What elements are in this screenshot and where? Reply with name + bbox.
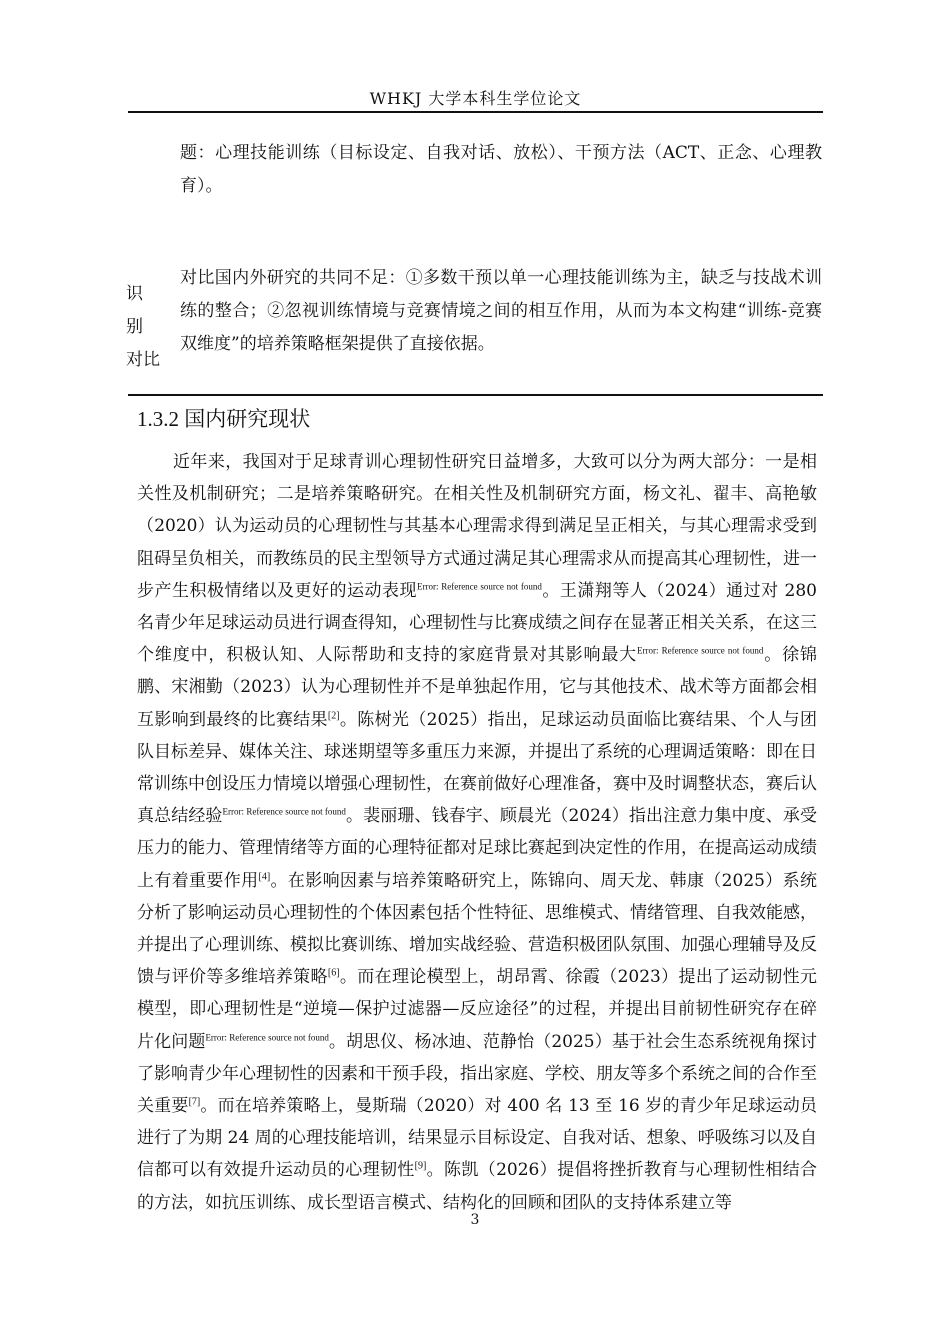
table-row-label (126, 278, 182, 377)
citation: [6] (327, 967, 340, 979)
sentence: 。陈凯（2026）提倡将挫折教育与心理韧性相结合的方法，如抗压训练、成长型语言模式、结构化的回顾和团队的支持体系建立等 (137, 1160, 818, 1213)
citation: [2] (327, 709, 340, 721)
sentence: 。胡思仪、杨冰迪、范静怡（2025）基于社会生态系统视角探讨了影响青少年心理韧性的因素和干预手段，指出家庭、学校、朋友等多个系统之间的合作至关重要 (137, 1031, 818, 1117)
reference-error: Error: Reference source not found (416, 581, 542, 592)
citation: [7] (188, 1096, 201, 1108)
reference-error: Error: Reference source not found (205, 1032, 329, 1042)
sentence: 。陈树光（2025）指出，足球运动员面临比赛结果、个人与团队目标差异、媒体关注、球迷期望等多重压力来源，并提出了系统的心理调适策略：即在日常训练中创设压力情境以增强心理韧性，在赛前做好心理准备，赛中及时调整状态，赛后认真总结经验 (137, 709, 818, 827)
sentence: 。而在理论模型上，胡昂霄、徐霞（2023）提出了运动韧性元模型，即心理韧性是“逆境—保护过滤器—反应途径”的过程，并提出目前韧性研究存在碎片化问题 (137, 967, 818, 1052)
sentence: 。王潇翔等人（2024）通过对 280 名青少年足球运动员进行调查得知，心理韧性与比赛成绩之间存在显著正相关关系，在这三个维度中，积极认知、人际帮助和支持的家庭背景对其影响最大 (137, 580, 817, 666)
body-paragraph (137, 446, 817, 1219)
header-rule (128, 111, 823, 113)
citation: [9] (414, 1160, 427, 1172)
continuation-paragraph: 题：心理技能训练（目标设定、自我对话、放松）、干预方法（ACT、正念、心理教育）。 (180, 143, 822, 196)
reference-error: Error: Reference source not found (637, 645, 764, 656)
page-number: 3 (470, 1212, 480, 1228)
citation: [4] (258, 870, 271, 882)
section-heading: 1.3.2 国内研究现状 (137, 407, 311, 431)
label-line-1: 识别 (126, 284, 155, 337)
sentence: 。在影响因素与培养策略研究上，陈锦向、周天龙、韩康（2025）系统分析了影响运动员心理韧性的个体因素包括个性特征、思维模式、情绪管理、自我效能感，并提出了心理训练、模拟比赛训练、增加实战经验、营造积极团队氛围、加强心理辅导及反馈与评价等多维培养策略 (137, 870, 818, 988)
reference-error: Error: Reference source not found (222, 806, 346, 817)
sentence: 。而在培养策略上，曼斯瑞（2020）对 400 名 13 至 16 岁的青少年足球运动员进行了为期 24 周的心理技能培训，结果显示目标设定、自我对话、想象、呼吸练习以及自信都可以有效提升运动员的心理韧性 (137, 1096, 817, 1181)
sentence: 近年来，我国对于足球青训心理韧性研究日益增多，大致可以分为两大部分：一是相关性及机制研究；二是培养策略研究。在相关性及机制研究方面，杨文礼、翟丰、高艳敏（2020）认为运动员的心理韧性与其基本心理需求得到满足呈正相关，与其心理需求受到阻碍呈负相关，而教练员的民主型领导方式通过满足其心理需求从而提高其心理韧性，进一步产生积极情绪以及更好的运动表现 (137, 452, 817, 601)
sentence: 。徐锦鹏、宋湘勤（2023）认为心理韧性并不是单独起作用，它与其他技术、战术等方面都会相互影响到最终的比赛结果 (137, 645, 818, 730)
summary-cell-text: 对比国内外研究的共同不足：①多数干预以单一心理技能训练为主，缺乏与技战术训练的整合；②忽视训练情境与竞赛情境之间的相互作用，从而为本文构建“训练-竞赛双维度”的培养策略框架提供了直接依据。 (180, 268, 822, 354)
section-divider (128, 394, 823, 396)
sentence: 。裴丽珊、钱春宇、顾晨光（2024）指出注意力集中度、承受压力的能力、管理情绪等方面的心理特征都对足球比赛起到决定性的作用，在提高运动成绩上有着重要作用 (137, 806, 818, 891)
running-header: WHKJ 大学本科生学位论文 (369, 89, 582, 108)
label-line-2: 对比 (126, 350, 160, 370)
